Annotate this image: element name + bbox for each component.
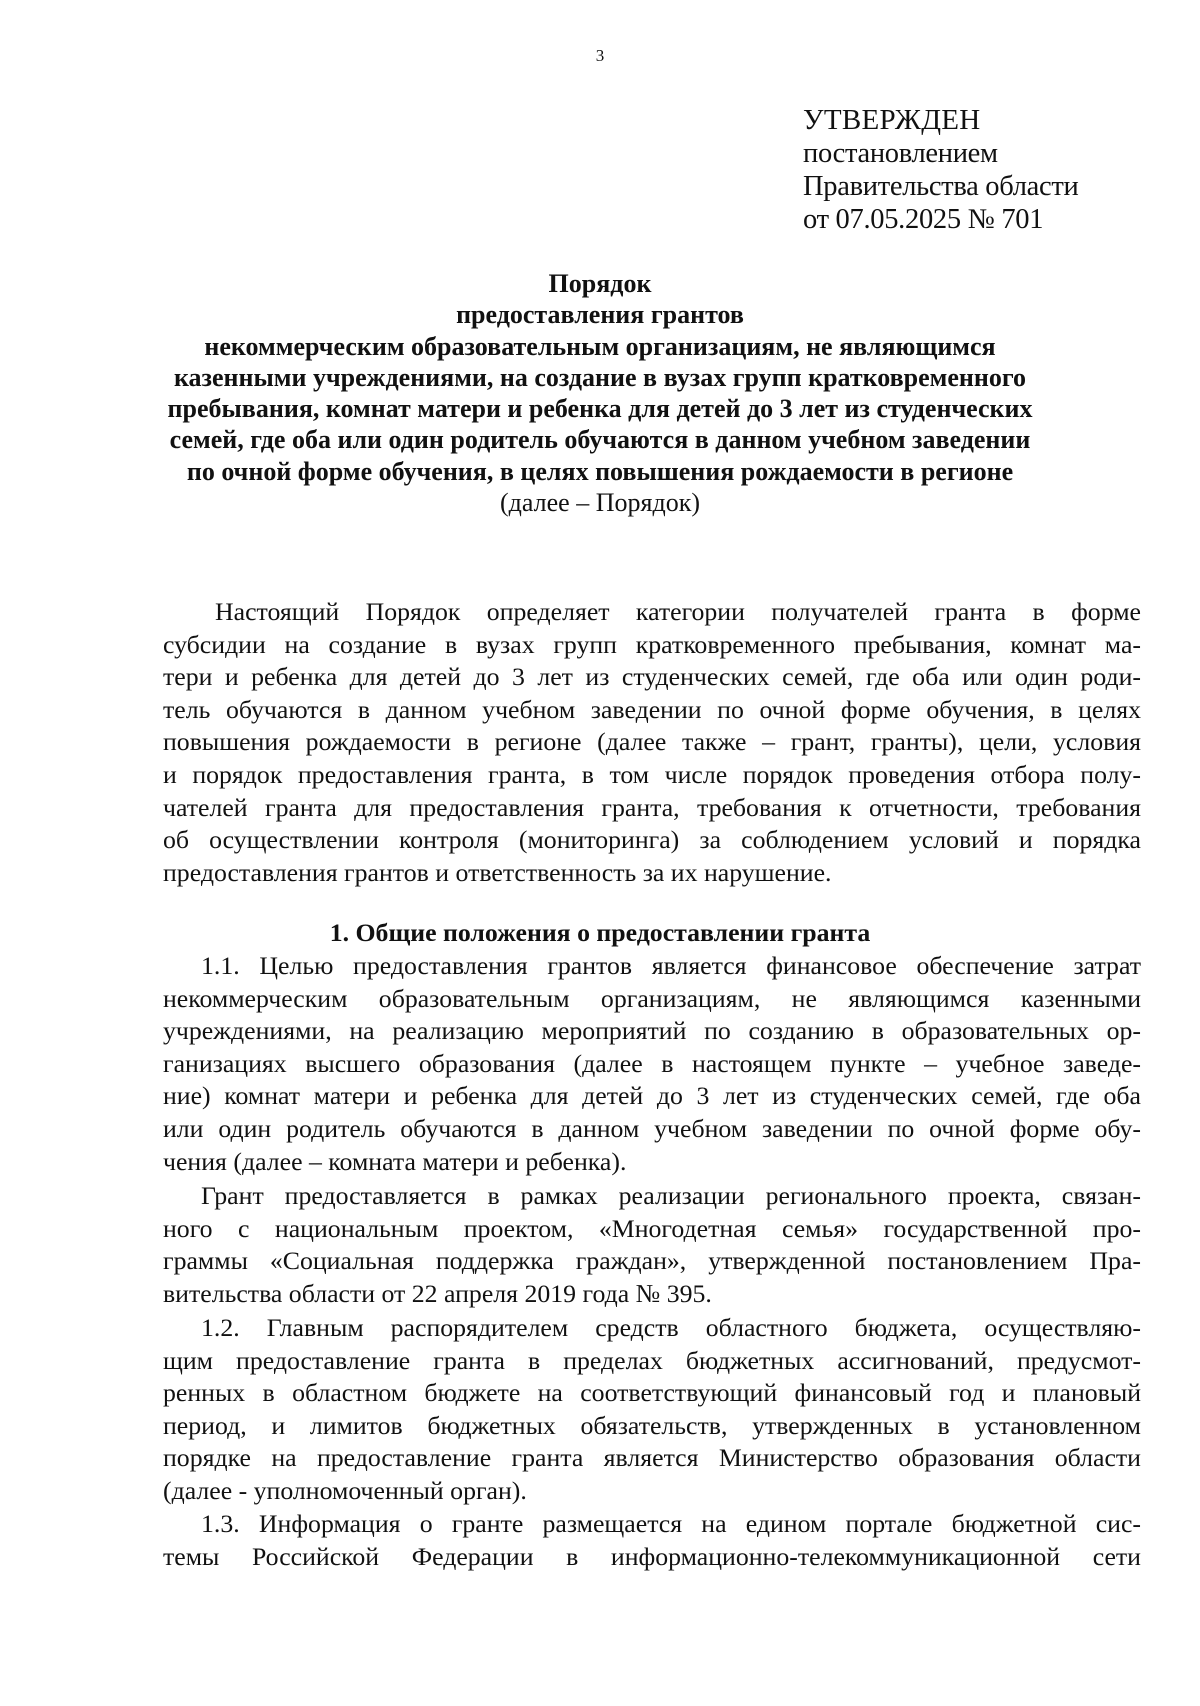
text-line: ренных в областном бюджете на соответствующий финансовый год и плановый — [163, 1378, 1141, 1408]
text-line: порядке на предоставление гранта является Министерство образования области — [163, 1443, 1141, 1473]
approval-line: Правительства области — [803, 171, 1079, 202]
text-line: тель обучаются в данном учебном заведении по очной форме обучения, в целях — [163, 694, 1141, 724]
text-line: чателей гранта для предоставления гранта, требования к отчетности, требования — [163, 792, 1141, 822]
text-line: ганизациях высшего образования (далее в настоящем пункте – учебное заведе- — [163, 1048, 1141, 1078]
text-line: Настоящий Порядок определяет категории получателей гранта в форме — [215, 597, 1141, 626]
paragraph-1-3 — [163, 1508, 1141, 1573]
approval-block — [803, 104, 1078, 236]
title-line: семей, где оба или один родитель обучаются в данном учебном заведении — [169, 425, 1031, 455]
text-line: об осуществлении контроля (мониторинга) за соблюдением условий и порядка — [163, 825, 1141, 855]
text-line: ного с национальным проектом, «Многодетная семья» государственной про- — [163, 1213, 1141, 1243]
paragraph-1-1 — [163, 950, 1141, 1178]
text-line: (далее - уполномоченный орган). — [163, 1475, 527, 1505]
paragraph-1-2 — [163, 1312, 1141, 1508]
title-line: казенными учреждениями, на создание в вузах групп кратковременного — [173, 362, 1027, 392]
section-heading: 1. Общие положения о предоставлении гранта — [329, 918, 871, 947]
text-line: чения (далее – комната матери и ребенка). — [163, 1146, 627, 1176]
title-line: Порядок — [548, 269, 652, 298]
page-number: 3 — [595, 46, 605, 65]
text-line: 1.1. Целью предоставления грантов является финансовое обеспечение затрат — [201, 951, 1141, 980]
text-line: повышения рождаемости в регионе (далее также – грант, гранты), цели, условия — [163, 727, 1141, 757]
document-title — [0, 268, 1200, 518]
approval-title: УТВЕРЖДЕН — [803, 104, 981, 136]
title-subtitle: (далее – Порядок) — [500, 488, 700, 518]
title-line: пребывания, комнат матери и ребенка для детей до 3 лет из студенческих — [167, 394, 1033, 424]
text-line: щим предоставление гранта в пределах бюджетных ассигнований, предусмот- — [163, 1345, 1141, 1375]
intro-paragraph — [163, 596, 1141, 889]
text-line: учреждениями, на реализацию мероприятий по созданию в образовательных ор- — [163, 1016, 1141, 1046]
text-line: период, и лимитов бюджетных обязательств, утвержденных в установленном — [163, 1410, 1141, 1440]
text-line: ние) комнат матери и ребенка для детей до 3 лет из студенческих семей, где оба — [163, 1081, 1141, 1111]
title-line: предоставления грантов — [456, 300, 744, 330]
text-line: 1.3. Информация о гранте размещается на едином портале бюджетной сис- — [201, 1509, 1141, 1538]
text-line: темы Российской Федерации в информационно-телекоммуникационной сети — [163, 1541, 1141, 1571]
text-line: предоставления грантов и ответственность за их нарушение. — [163, 857, 832, 887]
text-line: некоммерческим образовательным организациям, не являющимся казенными — [163, 983, 1141, 1013]
text-line: и порядок предоставления гранта, в том числе порядок проведения отбора полу- — [163, 759, 1141, 789]
text-line: вительства области от 22 апреля 2019 года № 395. — [163, 1278, 712, 1308]
title-line: некоммерческим образовательным организациям, не являющимся — [204, 331, 996, 361]
text-line: Грант предоставляется в рамках реализации регионального проекта, связан- — [201, 1181, 1141, 1210]
text-line: тери и ребенка для детей до 3 лет из студенческих семей, где оба или один роди- — [163, 662, 1141, 692]
text-line: субсидии на создание в вузах групп кратковременного пребывания, комнат ма- — [163, 629, 1141, 659]
text-line: граммы «Социальная поддержка граждан», утвержденной постановлением Пра- — [163, 1246, 1141, 1276]
approval-date-number: от 07.05.2025 № 701 — [803, 204, 1044, 235]
text-line: 1.2. Главным распорядителем средств областного бюджета, осуществляю- — [201, 1313, 1141, 1342]
paragraph-grant — [163, 1180, 1141, 1310]
text-line: или один родитель обучаются в данном учебном заведении по очной форме обу- — [163, 1113, 1141, 1143]
title-line: по очной форме обучения, в целях повышения рождаемости в регионе — [186, 456, 1014, 486]
approval-line: постановлением — [803, 138, 998, 169]
